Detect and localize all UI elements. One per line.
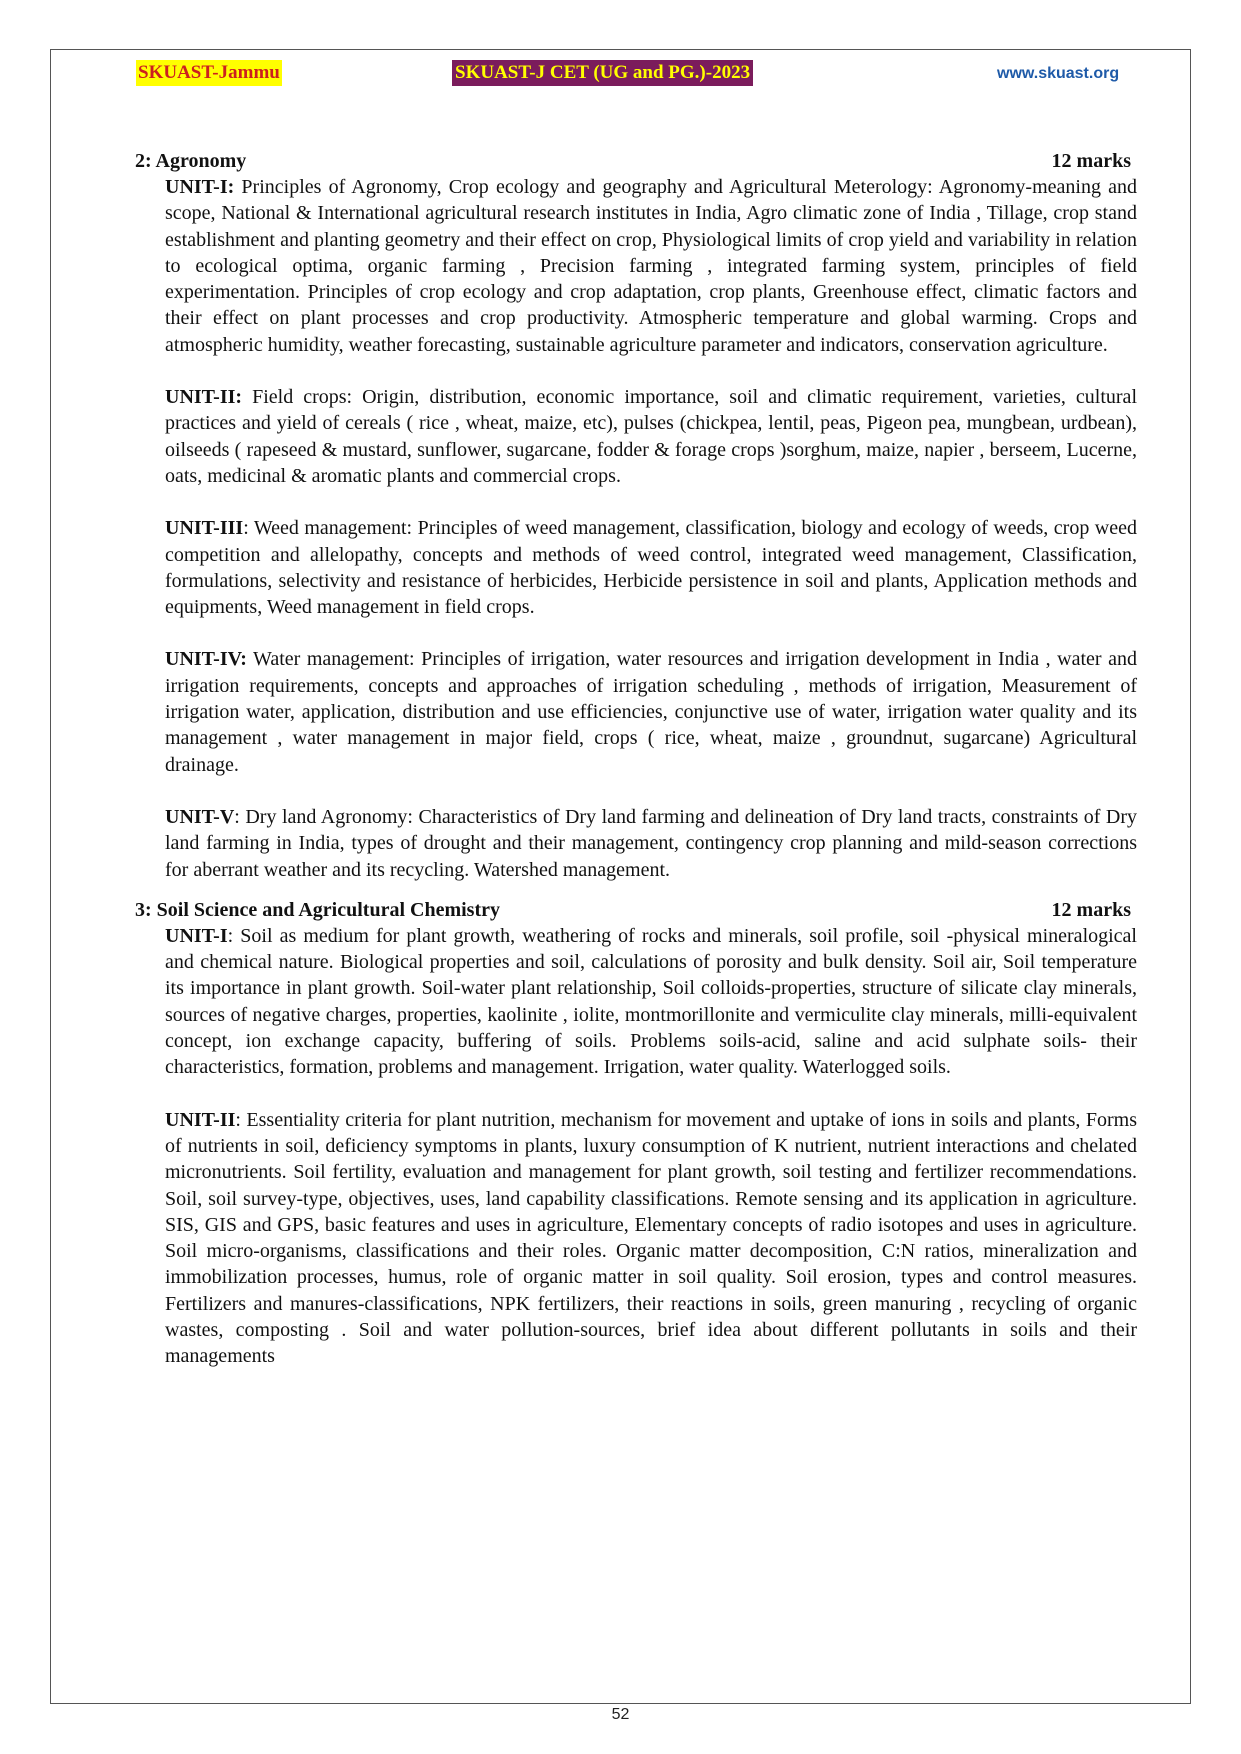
unit-text: : Soil as medium for plant growth, weathering of rocks and minerals, soil profile, soil -physical mineralogical and chemical nature. Biological properties and soil, calculations of porosity and bulk density. Soil air, Soil temperature its importance in plant growth. Soil-water plant relationship, Soil colloids-properties, structure of silicate clay minerals, sources of negative charges, properties, kaolinite , iolite, montmorillonite and vermiculite clay minerals, milli-equivalent concept, ion exchange capacity, buffering of soils. Problems soils-acid, saline and acid sulphate soils- their characteristics, formation, problems and management. Irrigation, water quality. Waterlogged soils. [165, 924, 1137, 1079]
unit-label: UNIT-II [165, 1108, 236, 1131]
syllabus-content [135, 148, 1137, 1370]
unit-paragraph [165, 384, 1137, 489]
unit-paragraph [165, 174, 1137, 358]
unit-label: UNIT-I: [165, 176, 235, 198]
unit-label: UNIT-V [165, 805, 235, 828]
section-title: 2: Agronomy [135, 150, 247, 172]
section-marks: 12 marks [1051, 150, 1131, 172]
unit-label: UNIT-I [165, 924, 228, 947]
unit-text: : Essentiality criteria for plant nutrition, mechanism for movement and uptake of ions in soils and plants, Forms of nutrients in soil, deficiency symptoms in plants, luxury consumption of K nutrient, nutrient interactions and chelated micronutrients. Soil fertility, evaluation and management for plant growth, soil testing and fertilizer recommendations. Soil, soil survey-type, objectives, uses, land capability classifications. Remote sensing and its application in agriculture. SIS, GIS and GPS, basic features and uses in agriculture, Elementary concepts of radio isotopes and uses in agriculture. Soil micro-organisms, classifications and their roles. Organic matter decomposition, C:N ratios, mineralization and immobilization processes, humus, role of organic matter in soil quality. Soil erosion, types and control measures. Fertilizers and manures-classifications, NPK fertilizers, their reactions in soils, green manuring , recycling of organic wastes, composting . Soil and water pollution-sources, brief idea about different pollutants in soils and their managements [165, 1108, 1137, 1368]
unit-label: UNIT-IV: [165, 648, 247, 671]
unit-label: UNIT-III [165, 517, 244, 540]
unit-paragraph [165, 646, 1137, 777]
section-heading-agronomy [135, 148, 1137, 174]
unit-text: Principles of Agronomy, Crop ecology and geography and Agricultural Meterology: Agronomy-meaning and scope, National & International agricultural research institutes in India, Agro climatic zone of India , Tillage, crop stand establishment and planting geometry and their effect on crop, Physiological limits of crop yield and variability in relation to ecological optima, organic farming , Precision farming , integrated farming system, principles of field experimentation. Principles of crop ecology and crop adaptation, crop plants, Greenhouse effect, climatic factors and their effect on plant processes and crop productivity. Atmospheric temperature and global warming. Crops and atmospheric humidity, weather forecasting, sustainable agriculture parameter and indicators, conservation agriculture. [165, 176, 1137, 356]
unit-paragraph [165, 923, 1137, 1081]
header-exam-title: SKUAST-J CET (UG and PG.)-2023 [452, 60, 753, 86]
page-number: 52 [611, 1706, 630, 1723]
section-title: 3: Soil Science and Agricultural Chemistry [135, 898, 500, 921]
unit-text: Field crops: Origin, distribution, economic importance, soil and climatic requirement, varieties, cultural practices and yield of cereals ( rice , wheat, maize, etc), pulses (chickpea, lentil, peas, Pigeon pea, mungbean, urdbean), oilseeds ( rapeseed & mustard, sunflower, sugarcane, fodder & forage crops )sorghum, maize, napier , berseem, Lucerne, oats, medicinal & aromatic plants and commercial crops. [165, 386, 1137, 487]
unit-text: : Weed management: Principles of weed management, classification, biology and ecology of weeds, crop weed competition and allelopathy, concepts and methods of weed control, integrated weed management, Classification, formulations, selectivity and resistance of herbicides, Herbicide persistence in soil and plants, Application methods and equipments, Weed management in field crops. [165, 517, 1137, 619]
section-marks: 12 marks [1051, 898, 1131, 921]
unit-paragraph [165, 515, 1137, 620]
unit-paragraph [165, 804, 1137, 883]
unit-label: UNIT-II: [165, 386, 243, 409]
unit-text: : Dry land Agronomy: Characteristics of Dry land farming and delineation of Dry land tracts, constraints of Dry land farming in India, types of drought and their management, contingency crop planning and mild-season corrections for aberrant weather and its recycling. Watershed management. [165, 805, 1137, 881]
unit-text: Water management: Principles of irrigation, water resources and irrigation development in India , water and irrigation requirements, concepts and approaches of irrigation scheduling , methods of irrigation, Measurement of irrigation water, application, distribution and use efficiencies, conjunctive use of water, irrigation water quality and its management , water management in major field, crops ( rice, wheat, maize , groundnut, sugarcane) Agricultural drainage. [165, 648, 1137, 776]
header-institution: SKUAST-Jammu [136, 60, 282, 86]
section-heading-soil-science [135, 897, 1137, 923]
unit-paragraph [165, 1107, 1137, 1370]
header-website-link[interactable]: www.skuast.org [997, 65, 1120, 82]
